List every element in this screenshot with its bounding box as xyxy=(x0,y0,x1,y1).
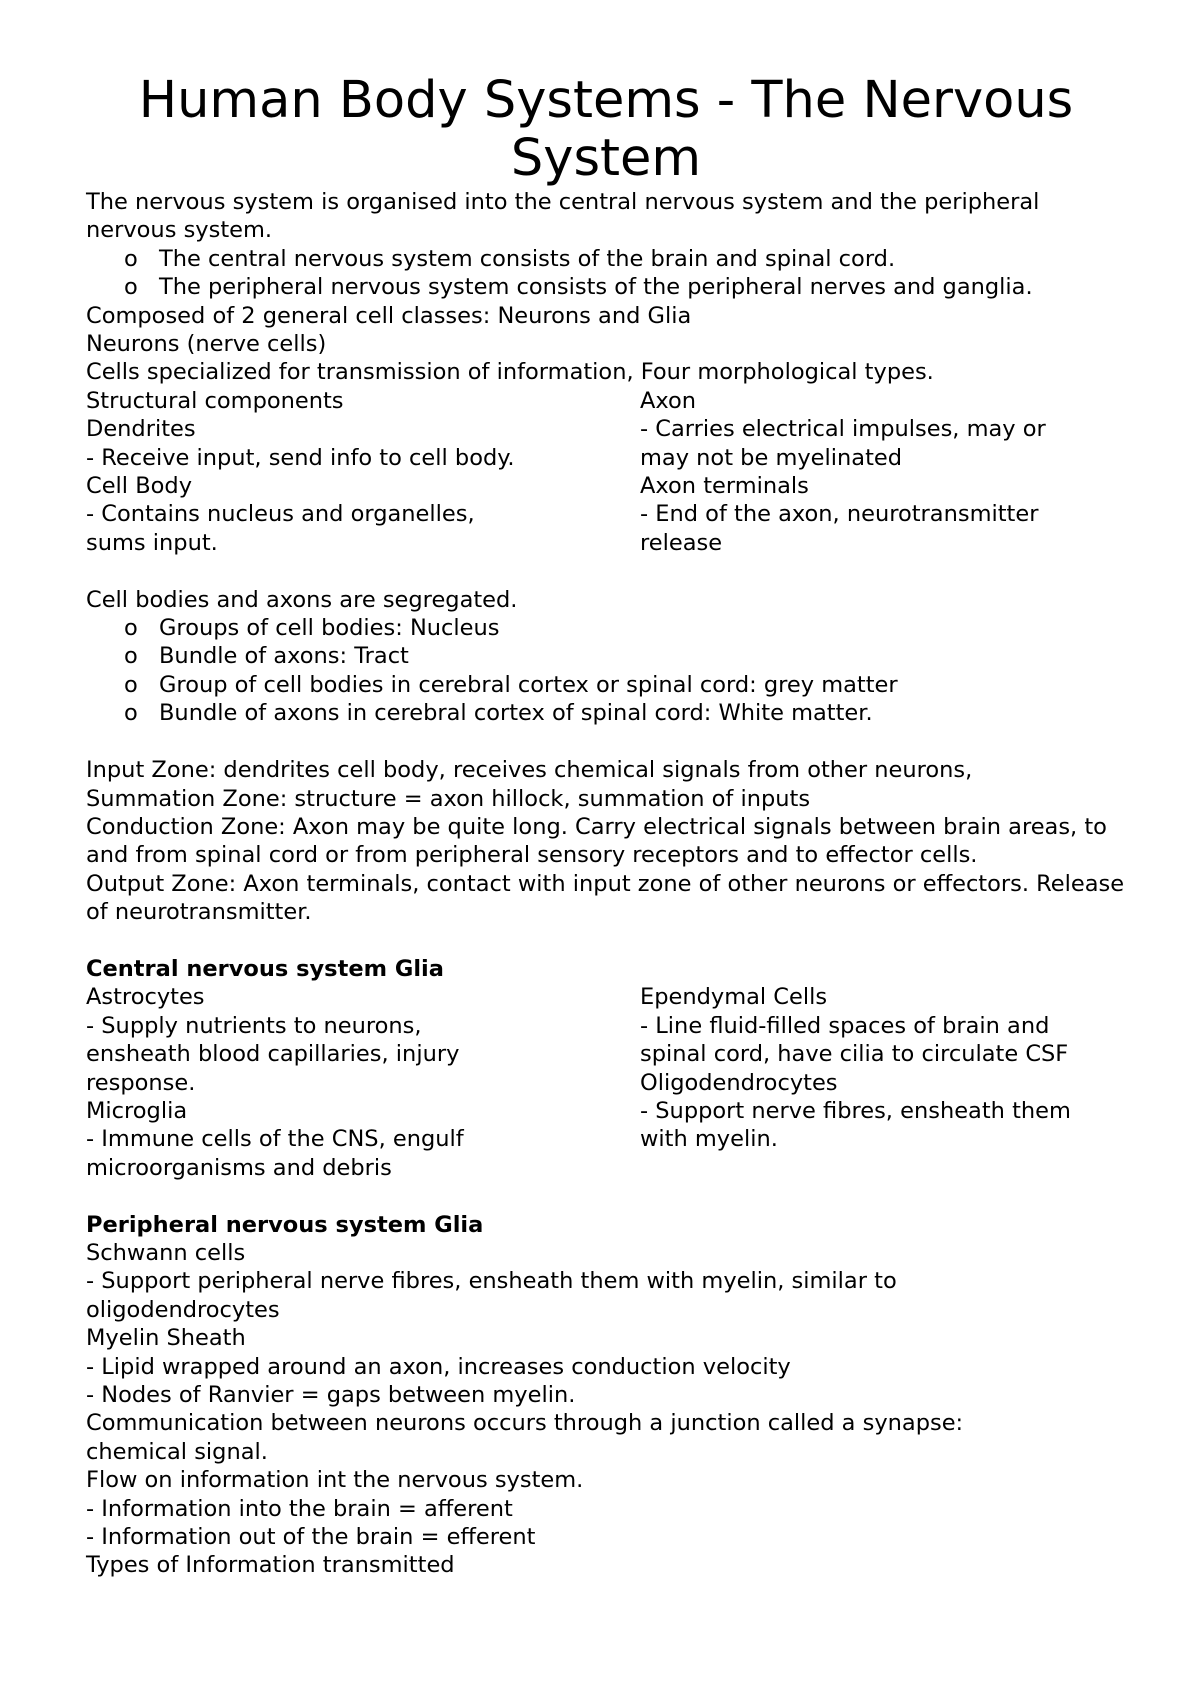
text-line: Myelin Sheath xyxy=(86,1325,246,1352)
zone-line: Conduction Zone: Axon may be quite long. Carry electrical signals between brain areas, to and from spinal cord or from peripheral sensory receptors and to effector cells. xyxy=(86,813,1107,869)
text-line: - Line fluid-filled spaces of brain and spinal cord, have cilia to circulate CSF xyxy=(640,1012,1069,1068)
list-item: o Bundle of axons in cerebral cortex of spinal cord: White matter. xyxy=(124,700,873,727)
text-line: Structural components xyxy=(86,387,344,414)
spacer xyxy=(86,1182,1126,1210)
text-line: - End of the axon, neurotransmitter release xyxy=(640,501,1039,556)
text-line: Dendrites xyxy=(86,416,196,443)
composed-line: Composed of 2 general cell classes: Neurons and Glia xyxy=(86,302,692,329)
text-line: Communication between neurons occurs through a junction called a synapse: chemical signal. xyxy=(86,1410,964,1465)
cns-glia-columns xyxy=(86,983,1126,1182)
zone-line: Output Zone: Axon terminals, contact with input zone of other neurons or effectors. Release of neurotransmitter. xyxy=(86,870,1125,926)
intro-bullet-list xyxy=(86,245,1126,302)
list-item: o The peripheral nervous system consists of the peripheral nerves and ganglia. xyxy=(124,274,1033,301)
spacer xyxy=(86,927,1126,955)
structural-components-columns xyxy=(86,387,1126,557)
text-line: - Supply nutrients to neurons, ensheath blood capillaries, injury response. xyxy=(86,1012,460,1096)
text-line: Oligodendrocytes xyxy=(640,1069,838,1096)
cns-glia-left-column xyxy=(86,983,640,1182)
bullet-marker: o xyxy=(124,245,138,272)
zone-line: Summation Zone: structure = axon hillock, summation of inputs xyxy=(86,785,811,812)
text-line: - Nodes of Ranvier = gaps between myelin. xyxy=(86,1382,576,1408)
text-line: - Information into the brain = afferent xyxy=(86,1495,513,1522)
text-line: Types of Information transmitted xyxy=(86,1552,455,1579)
text-line: Microglia xyxy=(86,1097,188,1124)
cns-glia-heading: Central nervous system Glia xyxy=(86,955,444,982)
text-line: Schwann cells xyxy=(86,1239,246,1266)
text-line: - Lipid wrapped around an axon, increases conduction velocity xyxy=(86,1353,791,1380)
page-title: Human Body Systems - The Nervous System xyxy=(138,71,1074,188)
spacer xyxy=(86,557,1126,585)
neurons-heading: Neurons (nerve cells) xyxy=(86,331,327,358)
spacer xyxy=(86,728,1126,756)
text-line: - Support peripheral nerve fibres, ensheath them with myelin, similar to oligodendrocytes xyxy=(86,1268,897,1323)
bullet-marker: o xyxy=(124,700,138,727)
text-line: - Support nerve fibres, ensheath them with myelin. xyxy=(640,1097,1071,1153)
zone-line: Input Zone: dendrites cell body, receives chemical signals from other neurons, xyxy=(86,757,973,784)
text-line: - Information out of the brain = efferent xyxy=(86,1524,536,1551)
segregated-bullet-list xyxy=(86,614,1126,728)
text-line: - Immune cells of the CNS, engulf microorganisms and debris xyxy=(86,1126,464,1181)
text-line: - Receive input, send info to cell body. xyxy=(86,444,515,471)
list-item: o Groups of cell bodies: Nucleus xyxy=(124,615,500,642)
bullet-marker: o xyxy=(124,671,138,698)
structural-right-column xyxy=(640,387,1126,557)
text-line: Axon terminals xyxy=(640,473,809,500)
text-line: Astrocytes xyxy=(86,984,205,1011)
text-line: - Carries electrical impulses, may or may not be myelinated xyxy=(640,416,1046,471)
text-line: Axon xyxy=(640,387,697,414)
text-line: Ependymal Cells xyxy=(640,984,828,1011)
pns-glia-heading: Peripheral nervous system Glia xyxy=(86,1211,484,1238)
text-line: Flow on information int the nervous system. xyxy=(86,1467,584,1494)
bullet-marker: o xyxy=(124,643,138,670)
structural-left-column xyxy=(86,387,640,557)
bullet-marker: o xyxy=(124,615,138,642)
intro-paragraph: The nervous system is organised into the central nervous system and the peripheral nervous system. xyxy=(86,189,1040,244)
list-item: o Group of cell bodies in cerebral cortex or spinal cord: grey matter xyxy=(124,671,898,698)
segregated-line: Cell bodies and axons are segregated. xyxy=(86,586,518,613)
list-item: o Bundle of axons: Tract xyxy=(124,643,409,670)
text-line: Cell Body xyxy=(86,473,193,500)
list-item: o The central nervous system consists of the brain and spinal cord. xyxy=(124,245,896,272)
document-page xyxy=(86,72,1126,1580)
neurons-description: Cells specialized for transmission of information, Four morphological types. xyxy=(86,359,934,386)
text-line: - Contains nucleus and organelles, sums input. xyxy=(86,501,475,556)
cns-glia-right-column xyxy=(640,983,1126,1182)
bullet-marker: o xyxy=(124,274,138,301)
